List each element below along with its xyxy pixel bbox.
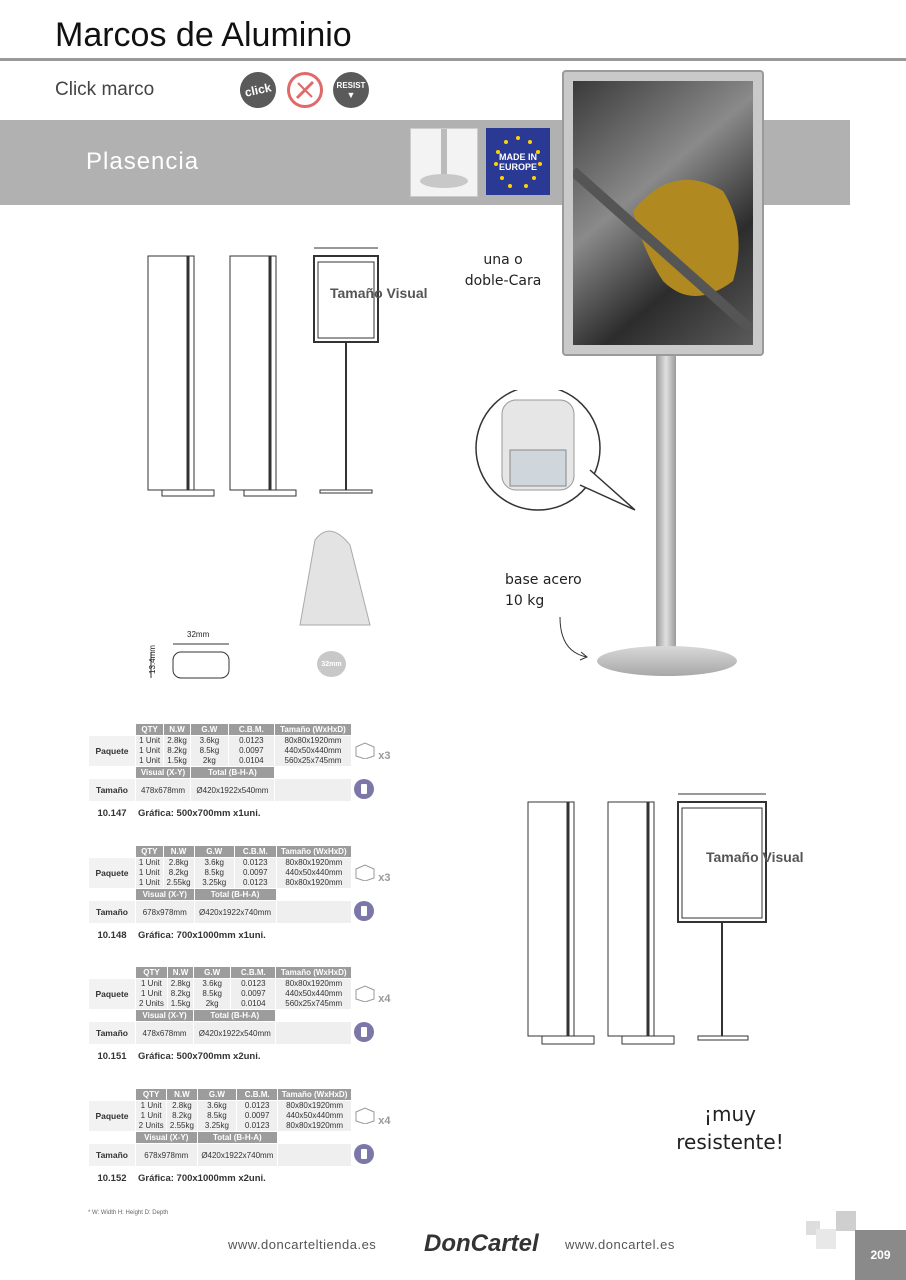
- tamano-label: Tamaño: [89, 779, 135, 801]
- product-reference: 10.152: [89, 1167, 135, 1189]
- spec-value: 3.6kg: [204, 858, 225, 867]
- spec-value: 0.0104: [239, 756, 264, 765]
- shop-url-link[interactable]: www.doncarteltienda.es: [228, 1237, 377, 1252]
- profile-width-label: 32mm: [187, 630, 210, 639]
- spec-value: 2.8kg: [170, 979, 191, 988]
- profile-section-drawing: [145, 640, 235, 685]
- spec-value: 3.6kg: [199, 736, 220, 745]
- section-subtitle: Click marco: [55, 79, 155, 100]
- spec-value: 80x80x1920mm: [286, 1121, 343, 1130]
- product-photo-frame: [562, 70, 764, 356]
- visual-value: 678x978mm: [136, 1144, 197, 1166]
- spec-value: 0.0123: [244, 1121, 270, 1130]
- spec-value: 80x80x1920mm: [284, 736, 342, 745]
- qty-header: QTY: [136, 846, 163, 857]
- size-header: Tamaño (WxHxD): [278, 1089, 351, 1100]
- box-icon: [354, 1117, 376, 1126]
- spec-value: 1.5kg: [170, 999, 191, 1008]
- spec-value: 2.8kg: [167, 736, 187, 745]
- sides-annotation: una o doble-Cara: [464, 252, 542, 289]
- spec-value: 1 Unit: [140, 1101, 162, 1110]
- spec-value: 0.0123: [239, 736, 264, 745]
- spec-value: 0.0123: [243, 858, 268, 867]
- visual-header: Visual (X-Y): [136, 1132, 197, 1143]
- spec-value: 0.0123: [241, 979, 266, 988]
- spec-value: 1 Unit: [138, 878, 160, 887]
- box-count: x3: [378, 749, 391, 762]
- spec-value: 8.2kg: [167, 746, 187, 755]
- spec-value: 1 Unit: [138, 858, 160, 867]
- paquete-label: Paquete: [89, 858, 135, 888]
- single-sided-icon: [354, 1144, 374, 1164]
- spec-value: 8.5kg: [202, 989, 222, 998]
- spec-value: 0.0097: [239, 746, 264, 755]
- spec-table: [88, 723, 433, 825]
- decor-square: [836, 1211, 856, 1231]
- spec-value: 1 Unit: [138, 868, 160, 877]
- visual-header: Visual (X-Y): [136, 889, 194, 900]
- spec-value: 0.0104: [241, 999, 266, 1008]
- visual-value: 478x678mm: [136, 1022, 193, 1044]
- spec-value: 2.8kg: [168, 858, 189, 867]
- model-name: Plasencia: [86, 148, 200, 175]
- graphic-size: Gráfica: 500x700mm x1uni.: [136, 802, 351, 824]
- base-arrow-icon: [555, 612, 595, 662]
- spec-value: 80x80x1920mm: [285, 858, 343, 867]
- spec-value: 8.5kg: [204, 868, 225, 877]
- visual-header: Visual (X-Y): [136, 767, 190, 778]
- box-count: x4: [378, 992, 391, 1005]
- spec-value: 1 Unit: [139, 756, 161, 765]
- visual-size-label-left: Tamaño Visual: [330, 285, 428, 301]
- product-reference: 10.147: [89, 802, 135, 824]
- base-thumbnail-image: [410, 128, 478, 197]
- box-icon: [354, 995, 376, 1004]
- made-in-europe-flag: [486, 128, 550, 195]
- spec-value: 440x50x440mm: [285, 868, 343, 877]
- base-annotation: base acero 10 kg: [505, 572, 582, 609]
- spec-value: 440x50x440mm: [285, 989, 343, 998]
- total-value: Ø420x1922x740mm: [198, 1144, 278, 1166]
- spec-value: 3.25kg: [202, 878, 227, 887]
- total-value: Ø420x1922x740mm: [195, 901, 276, 923]
- cbm-header: C.B.M.: [235, 846, 276, 857]
- graphic-size: Gráfica: 700x1000mm x1uni.: [136, 924, 351, 946]
- spec-value: 2kg: [205, 999, 219, 1008]
- nw-header: N.W: [167, 1089, 196, 1100]
- gw-header: G.W: [195, 846, 234, 857]
- gw-header: G.W: [194, 967, 230, 978]
- technical-drawing-side-views: [140, 240, 380, 510]
- spec-value: 8.5kg: [207, 1111, 227, 1120]
- gw-header: G.W: [191, 724, 228, 735]
- nw-header: N.W: [168, 967, 193, 978]
- strong-annotation: ¡muy resistente!: [676, 1102, 784, 1154]
- spec-value: 2kg: [202, 756, 216, 765]
- dimension-footnote: * W: Width H: Height D: Depth: [88, 1210, 169, 1216]
- spec-value: 0.0123: [243, 878, 268, 887]
- spec-value: 1 Unit: [139, 746, 161, 755]
- paquete-label: Paquete: [89, 736, 135, 766]
- spec-value: 3.6kg: [202, 979, 222, 988]
- no-tools-icon: [287, 72, 323, 108]
- spec-value: 80x80x1920mm: [286, 1101, 343, 1110]
- page-number: 209: [855, 1230, 906, 1280]
- chameleon-photo: [573, 81, 753, 345]
- visual-value: 478x678mm: [136, 779, 190, 801]
- spec-value: 2 Units: [139, 999, 164, 1008]
- page-title: Marcos de Aluminio: [55, 16, 352, 54]
- spec-value: 3.25kg: [204, 1121, 229, 1130]
- size-header: Tamaño (WxHxD): [275, 724, 351, 735]
- decor-square: [816, 1229, 836, 1249]
- tamano-label: Tamaño: [89, 1022, 135, 1044]
- graphic-size: Gráfica: 700x1000mm x2uni.: [136, 1167, 351, 1189]
- click-badge-icon: click: [237, 69, 280, 112]
- qty-header: QTY: [136, 724, 163, 735]
- spec-value: 440x50x440mm: [286, 1111, 343, 1120]
- single-sided-icon: [354, 779, 374, 799]
- spec-value: 1 Unit: [139, 736, 161, 745]
- spec-value: 0.0123: [244, 1101, 270, 1110]
- total-header: Total (B-H-A): [191, 767, 274, 778]
- spec-value: 560x25x745mm: [285, 999, 343, 1008]
- spec-value: 80x80x1920mm: [285, 979, 343, 988]
- cbm-header: C.B.M.: [231, 967, 275, 978]
- spec-value: 8.2kg: [172, 1111, 192, 1120]
- graphic-size: Gráfica: 500x700mm x2uni.: [136, 1045, 351, 1067]
- paquete-label: Paquete: [89, 979, 135, 1009]
- spec-value: 80x80x1920mm: [285, 878, 343, 887]
- product-reference: 10.151: [89, 1045, 135, 1067]
- profile-detail-bubble: [470, 390, 640, 520]
- cbm-header: C.B.M.: [237, 1089, 277, 1100]
- gw-header: G.W: [198, 1089, 237, 1100]
- made-in-europe-label: MADE IN EUROPE: [498, 152, 537, 172]
- spec-value: 2.55kg: [169, 1121, 194, 1130]
- resist-badge-icon: RESIST ▼: [333, 72, 369, 108]
- qty-header: QTY: [136, 1089, 166, 1100]
- spec-value: 2 Units: [138, 1121, 164, 1130]
- spec-value: 1 Unit: [140, 1111, 162, 1120]
- product-reference: 10.148: [89, 924, 135, 946]
- steel-base-image: [597, 646, 737, 676]
- single-sided-icon: [354, 901, 374, 921]
- total-value: Ø420x1922x540mm: [191, 779, 274, 801]
- site-url-link[interactable]: www.doncartel.es: [565, 1237, 675, 1252]
- spec-value: 8.5kg: [199, 746, 220, 755]
- spec-value: 560x25x745mm: [284, 756, 342, 765]
- cbm-header: C.B.M.: [229, 724, 274, 735]
- spec-value: 0.0097: [244, 1111, 270, 1120]
- profile-3d-image: [295, 525, 375, 635]
- nw-header: N.W: [164, 846, 194, 857]
- nw-header: N.W: [164, 724, 190, 735]
- tamano-label: Tamaño: [89, 901, 135, 923]
- visual-size-label-right: Tamaño Visual: [706, 849, 804, 865]
- single-sided-icon: [354, 1022, 374, 1042]
- spec-value: 440x50x440mm: [284, 746, 342, 755]
- total-value: Ø420x1922x540mm: [194, 1022, 275, 1044]
- qty-header: QTY: [136, 967, 167, 978]
- paquete-label: Paquete: [89, 1101, 135, 1131]
- box-count: x4: [378, 1114, 391, 1127]
- tamano-label: Tamaño: [89, 1144, 135, 1166]
- technical-drawing-large-views: [520, 790, 770, 1050]
- box-icon: [354, 874, 376, 883]
- spec-value: 1 Unit: [141, 979, 162, 988]
- spec-value: 8.2kg: [168, 868, 189, 877]
- total-header: Total (B-H-A): [198, 1132, 278, 1143]
- title-divider: [0, 58, 906, 61]
- box-count: x3: [378, 871, 391, 884]
- product-pole: [656, 356, 676, 656]
- total-header: Total (B-H-A): [194, 1010, 275, 1021]
- profile-size-badge: 32mm: [317, 651, 346, 677]
- spec-value: 0.0097: [243, 868, 268, 877]
- spec-value: 0.0097: [241, 989, 266, 998]
- total-header: Total (B-H-A): [195, 889, 276, 900]
- spec-table: [88, 966, 433, 1068]
- spec-table: [88, 1088, 433, 1190]
- spec-value: 1 Unit: [141, 989, 162, 998]
- resist-label: RESIST: [336, 80, 366, 90]
- spec-table: [88, 845, 433, 947]
- box-icon: [354, 752, 376, 761]
- doncartel-logo: DonCartel: [424, 1230, 539, 1257]
- profile-height-label: 13.4mm: [147, 645, 157, 674]
- visual-value: 678x978mm: [136, 901, 194, 923]
- spec-value: 3.6kg: [207, 1101, 227, 1110]
- size-header: Tamaño (WxHxD): [277, 846, 351, 857]
- spec-value: 8.2kg: [170, 989, 191, 998]
- spec-value: 2.55kg: [166, 878, 191, 887]
- spec-value: 1.5kg: [167, 756, 187, 765]
- visual-header: Visual (X-Y): [136, 1010, 193, 1021]
- spec-value: 2.8kg: [172, 1101, 192, 1110]
- size-header: Tamaño (WxHxD): [276, 967, 351, 978]
